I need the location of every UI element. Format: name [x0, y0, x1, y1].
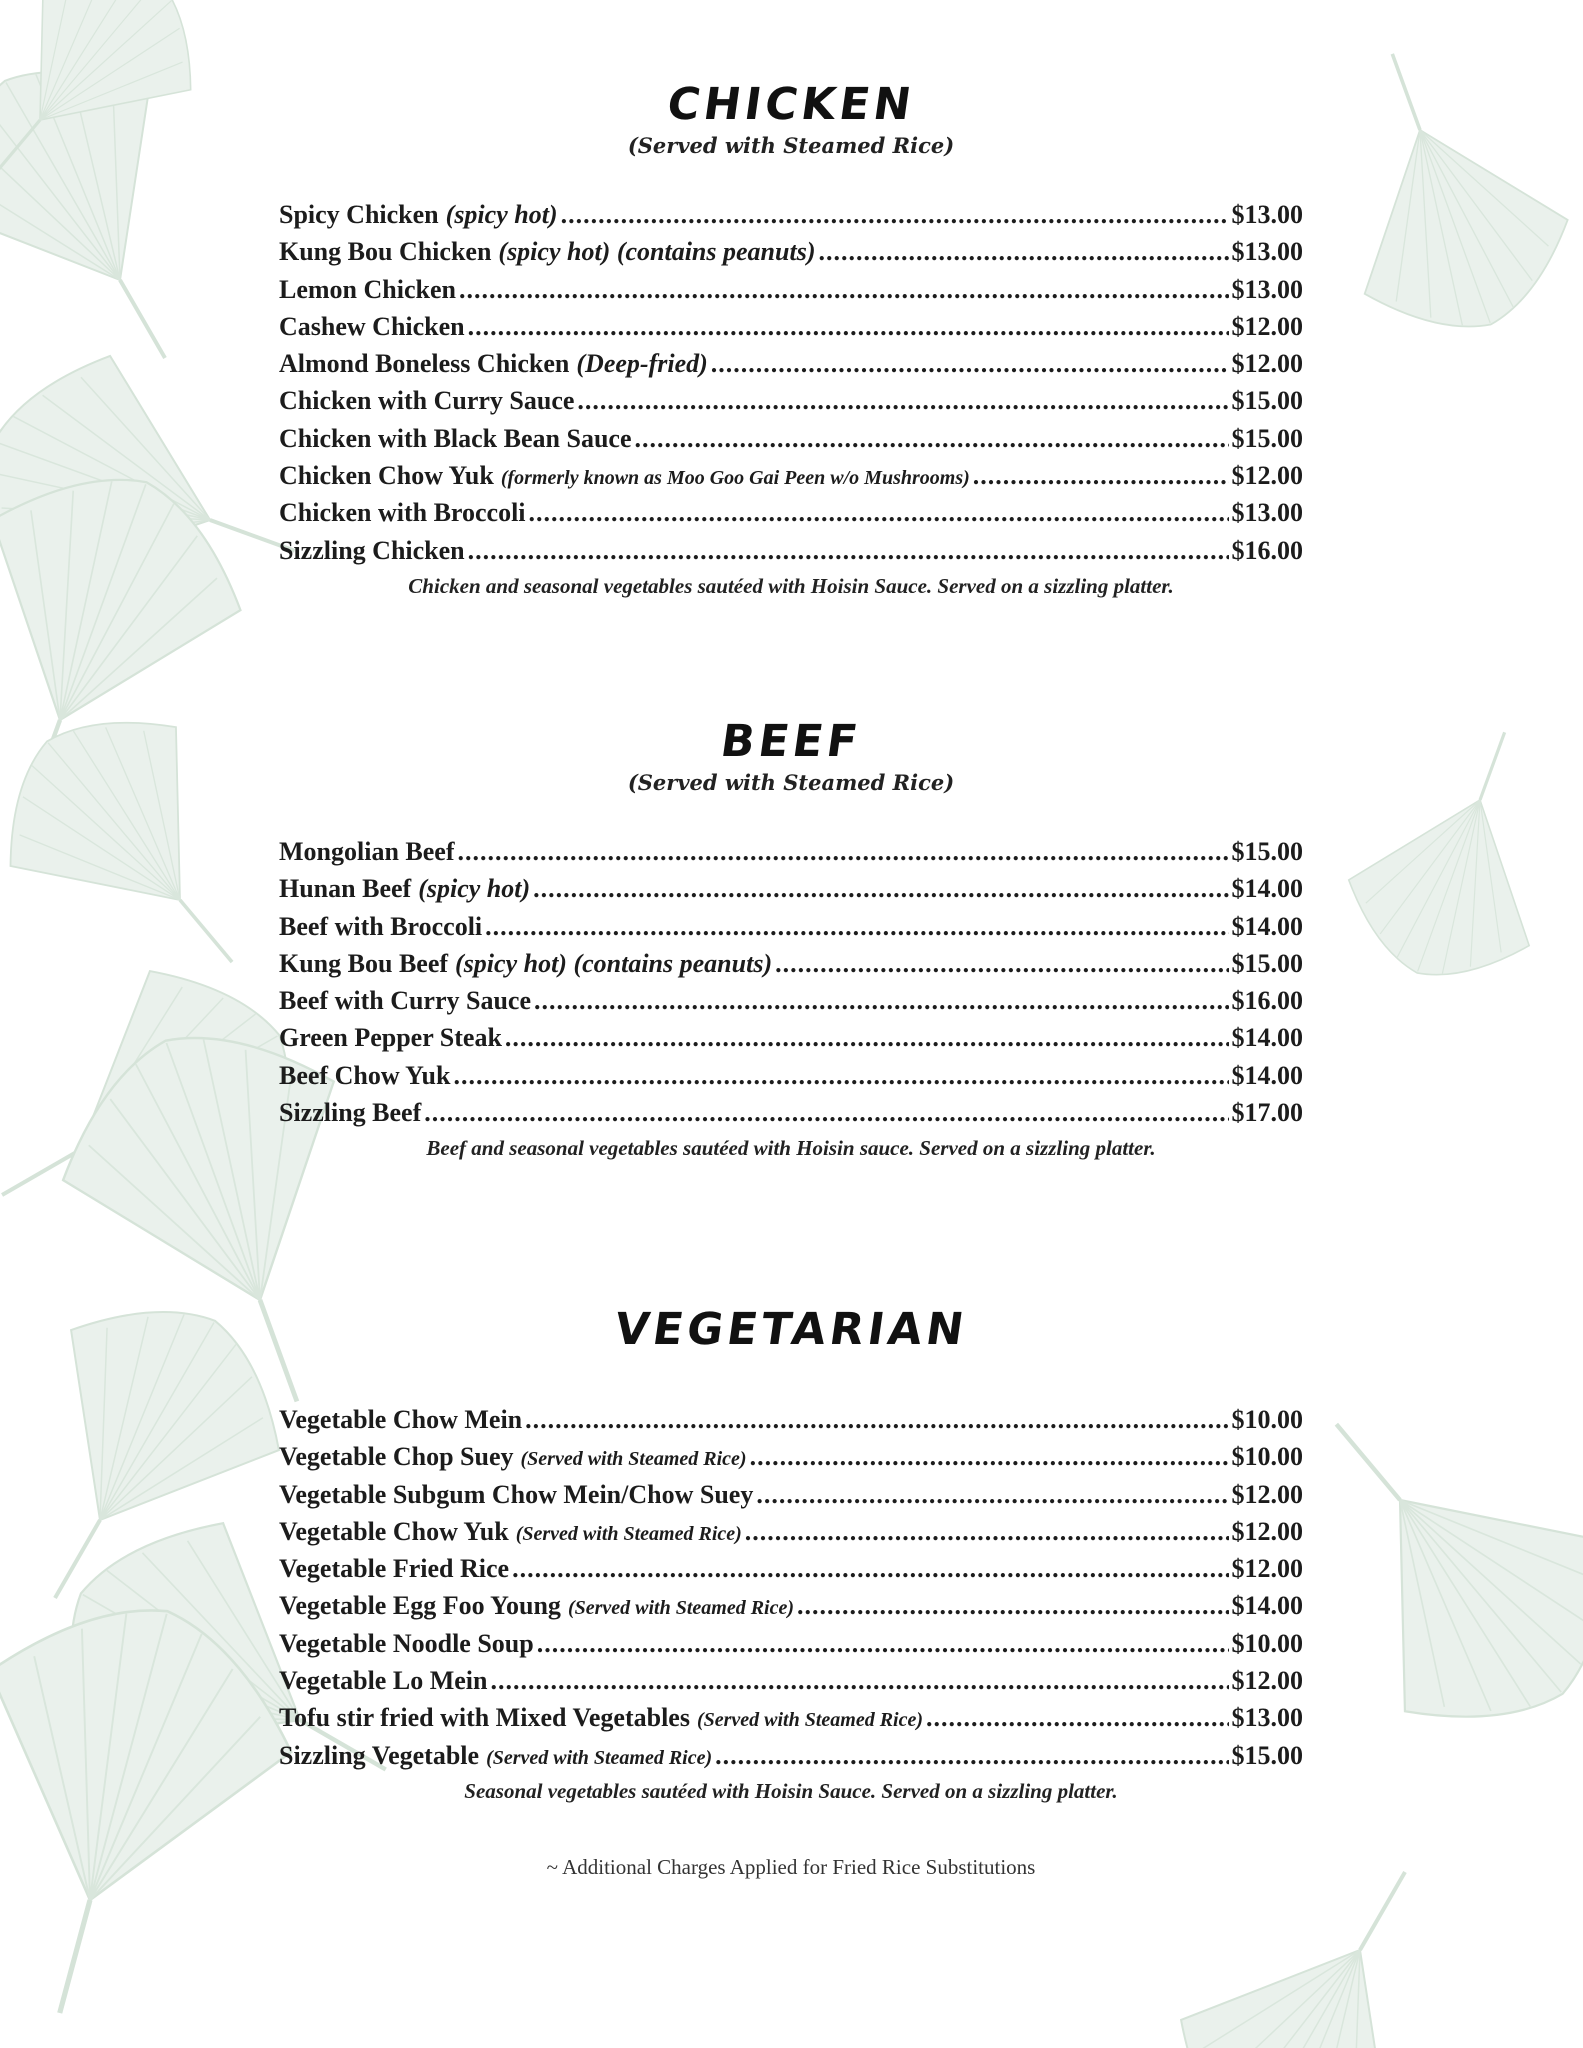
item-name: Vegetable Subgum Chow Mein/Chow Suey	[279, 1479, 754, 1509]
item-price: $15.00	[1231, 1740, 1303, 1770]
item-price: $10.00	[1231, 1442, 1303, 1472]
item-name: Vegetable Chop Suey	[279, 1442, 514, 1472]
leader-dots	[468, 308, 1229, 345]
leader-dots	[534, 982, 1228, 1019]
leader-dots	[453, 1057, 1228, 1094]
leader-dots	[525, 1401, 1228, 1438]
item-price: $16.00	[1231, 535, 1303, 565]
menu-item	[279, 1019, 1303, 1056]
item-price: $13.00	[1231, 274, 1303, 304]
menu-item	[279, 1699, 1303, 1736]
chicken-section	[279, 78, 1303, 601]
item-name: Chicken with Curry Sauce	[279, 386, 575, 416]
beef-title: BEEF	[717, 716, 865, 767]
item-name: Almond Boneless Chicken	[279, 349, 570, 379]
item-price: $12.00	[1231, 461, 1303, 491]
item-price: $14.00	[1231, 911, 1303, 941]
leader-dots	[711, 345, 1229, 382]
item-note: (spicy hot)	[418, 874, 531, 904]
menu-item	[279, 982, 1303, 1019]
leader-dots	[797, 1587, 1228, 1624]
beef-items	[279, 833, 1303, 1131]
item-price: $10.00	[1231, 1405, 1303, 1434]
item-price: $12.00	[1231, 1666, 1303, 1696]
menu-item	[279, 1550, 1303, 1587]
menu-item	[279, 1625, 1303, 1662]
menu-item	[279, 532, 1303, 569]
item-price: $15.00	[1231, 423, 1303, 453]
item-name: Kung Bou Chicken	[279, 237, 492, 267]
leader-dots	[561, 196, 1229, 233]
item-note: (Served with Steamed Rice)	[567, 1597, 795, 1620]
leader-dots	[490, 1662, 1228, 1699]
menu-item	[279, 1737, 1303, 1774]
leader-dots	[533, 870, 1228, 907]
menu-item	[279, 1094, 1303, 1131]
menu-item	[279, 233, 1303, 270]
vegetarian-items	[279, 1401, 1303, 1774]
menu-item	[279, 457, 1303, 494]
menu-item	[279, 945, 1303, 982]
chicken-subtitle: (Served with Steamed Rice)	[627, 133, 955, 158]
item-price: $14.00	[1231, 1591, 1303, 1621]
menu-item	[279, 1587, 1303, 1624]
item-name: Sizzling Vegetable	[279, 1740, 480, 1770]
menu-item	[279, 870, 1303, 907]
leader-dots	[468, 532, 1229, 569]
item-price: $13.00	[1231, 498, 1303, 528]
vegetarian-title: VEGETARIAN	[611, 1304, 971, 1355]
item-name: Vegetable Fried Rice	[279, 1554, 510, 1584]
item-name: Chicken with Broccoli	[279, 498, 526, 528]
leader-dots	[775, 945, 1228, 982]
item-note: (Served with Steamed Rice)	[515, 1522, 742, 1545]
leader-dots	[756, 1476, 1228, 1513]
leader-dots	[512, 1550, 1228, 1587]
item-price: $15.00	[1231, 948, 1303, 978]
menu-item	[279, 420, 1303, 457]
item-name: Chicken Chow Yuk	[279, 461, 494, 491]
leader-dots	[926, 1699, 1228, 1736]
menu-item	[279, 1401, 1303, 1438]
chicken-items	[279, 196, 1303, 569]
item-name: Tofu stir fried with Mixed Vegetables	[279, 1703, 690, 1733]
menu-item	[279, 1662, 1303, 1699]
menu-item	[279, 908, 1303, 945]
item-name: Vegetable Noodle Soup	[279, 1628, 534, 1658]
item-note: (Served with Steamed Rice)	[520, 1448, 747, 1471]
item-name: Beef with Broccoli	[279, 911, 483, 941]
menu-item	[279, 1476, 1303, 1513]
item-name: Beef with Curry Sauce	[279, 986, 532, 1016]
item-name: Vegetable Lo Mein	[279, 1666, 488, 1696]
menu-item	[279, 494, 1303, 531]
item-name: Hunan Beef	[279, 874, 412, 904]
leader-dots	[529, 494, 1229, 531]
item-note: (Served with Steamed Rice)	[486, 1746, 713, 1769]
item-price: $12.00	[1231, 349, 1303, 379]
item-name: Sizzling Beef	[279, 1098, 422, 1128]
leader-dots	[635, 420, 1229, 457]
item-name: Sizzling Chicken	[279, 535, 465, 565]
menu-item	[279, 833, 1303, 870]
leader-dots	[745, 1513, 1229, 1550]
item-note: (formerly known as Moo Goo Gai Peen w/o Mushrooms)	[500, 467, 970, 490]
menu-item	[279, 308, 1303, 345]
item-price: $13.00	[1231, 200, 1303, 229]
item-note: (spicy hot) (contains peanuts)	[455, 948, 773, 978]
item-note: (spicy hot) (contains peanuts)	[498, 237, 816, 267]
leader-dots	[424, 1094, 1228, 1131]
leader-dots	[459, 271, 1229, 308]
item-price: $13.00	[1231, 1703, 1303, 1733]
leader-dots	[818, 233, 1228, 270]
item-price: $12.00	[1231, 1516, 1303, 1546]
leader-dots	[485, 908, 1228, 945]
fried-rice-footnote: ~ Additional Charges Applied for Fried Rice Substitutions	[546, 1855, 1036, 1879]
item-price: $14.00	[1231, 1060, 1303, 1090]
item-price: $13.00	[1231, 237, 1303, 267]
item-price: $10.00	[1231, 1628, 1303, 1658]
beef-section	[279, 715, 1303, 1163]
beef-subtitle: (Served with Steamed Rice)	[627, 770, 955, 795]
item-name: Lemon Chicken	[279, 274, 456, 304]
item-price: $12.00	[1231, 1554, 1303, 1584]
leader-dots	[973, 457, 1229, 494]
item-price: $17.00	[1231, 1098, 1303, 1128]
menu-item	[279, 382, 1303, 419]
menu-item	[279, 196, 1303, 233]
menu-item	[279, 1057, 1303, 1094]
chicken-title: CHICKEN	[664, 79, 919, 130]
item-note: (Deep-fried)	[576, 349, 708, 379]
item-price: $12.00	[1231, 1479, 1303, 1509]
item-note: (Served with Steamed Rice)	[696, 1709, 924, 1732]
item-name: Chicken with Black Bean Sauce	[279, 423, 632, 453]
item-price: $16.00	[1231, 986, 1303, 1016]
menu-item	[279, 271, 1303, 308]
item-price: $15.00	[1231, 837, 1303, 866]
menu-item	[279, 1438, 1303, 1475]
leader-dots	[505, 1019, 1229, 1056]
menu-item	[279, 345, 1303, 382]
beef-description: Beef and seasonal vegetables sautéed with Hoisin sauce. Served on a sizzling platter.	[426, 1136, 1156, 1161]
item-name: Vegetable Egg Foo Young	[279, 1591, 561, 1621]
item-price: $12.00	[1231, 311, 1303, 341]
item-price: $15.00	[1231, 386, 1303, 416]
item-name: Vegetable Chow Mein	[279, 1405, 523, 1434]
item-name: Vegetable Chow Yuk	[279, 1516, 509, 1546]
item-name: Kung Bou Beef	[279, 948, 449, 978]
vegetarian-description: Seasonal vegetables sautéed with Hoisin Sauce. Served on a sizzling platter.	[464, 1778, 1118, 1803]
item-price: $14.00	[1231, 1023, 1303, 1053]
leader-dots	[750, 1438, 1229, 1475]
item-name: Cashew Chicken	[279, 311, 465, 341]
item-note: (spicy hot)	[445, 200, 558, 229]
menu-item	[279, 1513, 1303, 1550]
item-name: Green Pepper Steak	[279, 1023, 502, 1053]
item-name: Spicy Chicken	[279, 200, 439, 229]
leader-dots	[577, 382, 1228, 419]
leader-dots	[537, 1625, 1229, 1662]
item-name: Mongolian Beef	[279, 837, 455, 866]
item-price: $14.00	[1231, 874, 1303, 904]
item-name: Beef Chow Yuk	[279, 1060, 451, 1090]
vegetarian-section	[279, 1303, 1303, 1806]
leader-dots	[458, 833, 1229, 870]
chicken-description: Chicken and seasonal vegetables sautéed with Hoisin Sauce. Served on a sizzling platter.	[408, 573, 1174, 598]
leader-dots	[715, 1737, 1228, 1774]
